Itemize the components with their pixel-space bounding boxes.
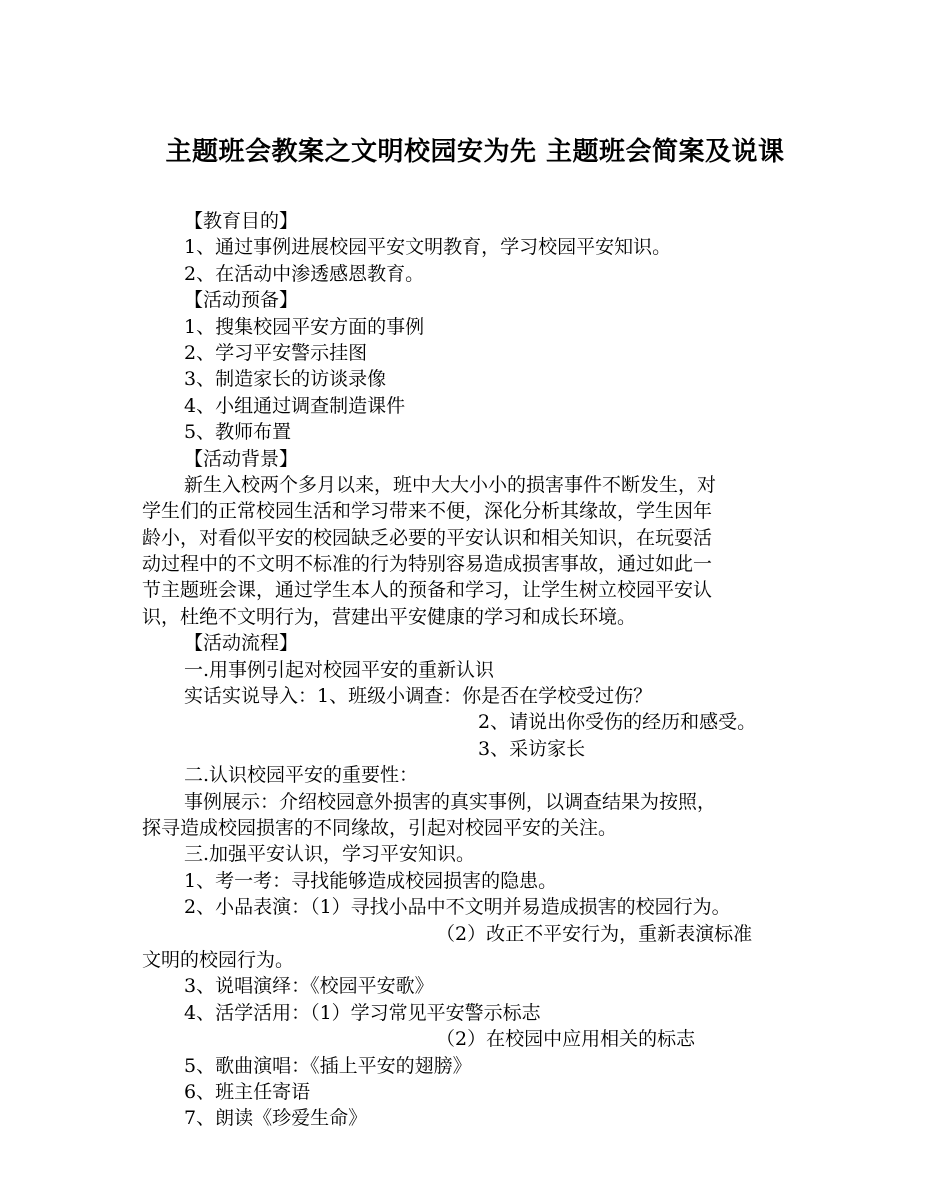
paragraph-line: 新生入校两个多月以来，班中大大小小的损害事件不断发生，对 — [184, 473, 717, 496]
text-line: 1、搜集校园平安方面的事例 — [184, 315, 425, 338]
text-line: 1、通过事例进展校园平安文明教育，学习校园平安知识。 — [184, 236, 672, 259]
paragraph-line: 龄小，对看似平安的校园缺乏必要的平安认识和相关知识，在玩耍活 — [142, 526, 713, 549]
text-line: 【活动预备】 — [184, 289, 299, 312]
text-line: 6、班主任寄语 — [184, 1080, 311, 1103]
text-line: 二.认识校园平安的重要性： — [184, 764, 419, 787]
paragraph-line: 探寻造成校园损害的不同缘故，引起对校园平安的关注。 — [142, 816, 618, 839]
text-line: 【教育目的】 — [184, 210, 299, 232]
text-line: 7、朗读《珍爱生命》 — [184, 1107, 368, 1130]
text-line: 3、采访家长 — [478, 737, 586, 760]
text-line: 【活动背景】 — [184, 447, 299, 470]
text-line: （2）在校园中应用相关的标志 — [436, 1028, 696, 1051]
text-line: 实话实说导入：1、班级小调查：你是否在学校受过伤？ — [184, 685, 653, 708]
text-line: 2、在活动中渗透感恩教育。 — [184, 262, 425, 285]
text-line: 4、小组通过调查制造课件 — [184, 394, 406, 417]
text-line: 3、制造家长的访谈录像 — [184, 368, 387, 391]
text-line: 5、教师布置 — [184, 421, 292, 444]
text-line: 文明的校园行为。 — [142, 948, 295, 971]
text-line: （2）改正不平安行为，重新表演标准 — [436, 922, 753, 945]
document-title: 主题班会教案之文明校园安为先 主题班会简案及说课 — [165, 137, 785, 167]
paragraph-line: 动过程中的不文明不标准的行为特别容易造成损害事故，通过如此一 — [142, 553, 713, 576]
paragraph-line: 识，杜绝不文明行为，营建出平安健康的学习和成长环境。 — [142, 605, 637, 628]
text-line: 3、说唱演绎：《校园平安歌》 — [184, 975, 434, 998]
paragraph-line: 节主题班会课，通过学生本人的预备和学习，让学生树立校园平安认 — [142, 579, 713, 602]
text-line: 三.加强平安认识，学习平安知识。 — [184, 843, 476, 866]
text-line: 一.用事例引起对校园平安的重新认识 — [184, 658, 495, 681]
paragraph-line: 事例展示：介绍校园意外损害的真实事例，以调查结果为按照， — [184, 790, 717, 813]
text-line: 4、活学活用：（1）学习常见平安警示标志 — [184, 1001, 541, 1024]
text-line: 【活动流程】 — [184, 632, 299, 655]
paragraph-line: 学生们的正常校园生活和学习带来不便，深化分析其缘故，学生因年 — [142, 500, 713, 523]
text-line: 1、考一考：寻找能够造成校园损害的隐患。 — [184, 869, 558, 892]
document-body — [142, 208, 810, 1132]
text-line: 5、歌曲演唱：《插上平安的翅膀》 — [184, 1054, 472, 1077]
text-line: 2、小品表演：（1）寻找小品中不文明并易造成损害的校园行为。 — [184, 896, 731, 919]
text-line: 2、学习平安警示挂图 — [184, 341, 368, 364]
text-line: 2、请说出你受伤的经历和感受。 — [478, 711, 757, 734]
